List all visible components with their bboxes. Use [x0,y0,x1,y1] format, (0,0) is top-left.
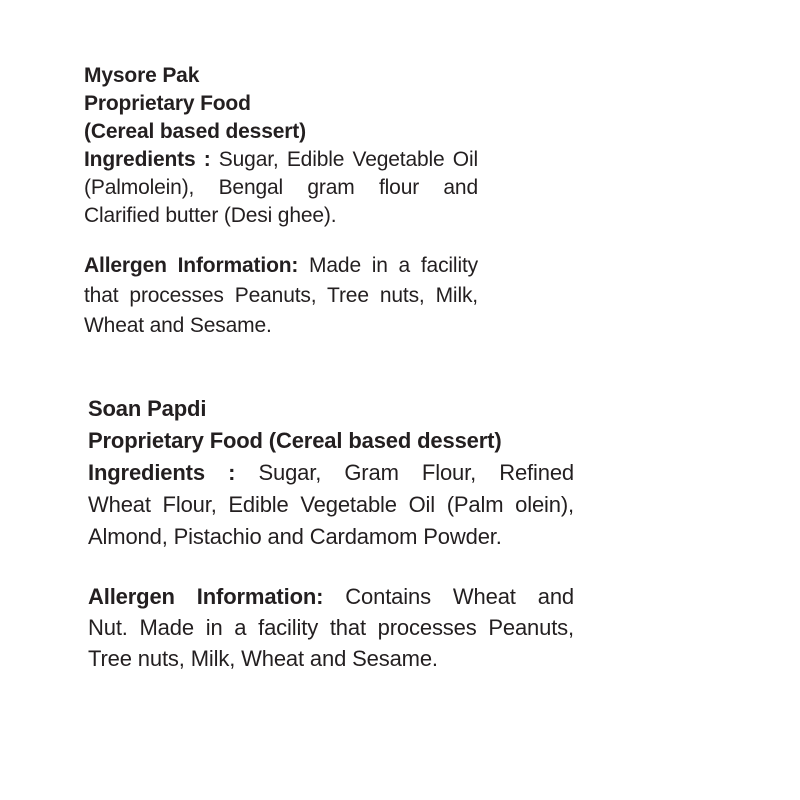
allergen-line: Nut. Made in a facility that processes Peanuts, [88,615,574,640]
product-name: Mysore Pak [84,64,200,87]
allergen-line [84,251,478,281]
allergen-label: Allergen Information: [88,584,324,609]
product-type-line: (Cereal based dessert) [84,120,306,143]
allergen-line: that processes Peanuts, Tree nuts, Milk, [84,284,478,307]
ingredients-line: Wheat Flour, Edible Vegetable Oil (Palm olein), [88,492,574,517]
allergen-label: Allergen Information: [84,254,299,277]
product-name: Soan Papdi [88,396,207,421]
allergen-text: Made in a facility [298,254,478,277]
product-label-soan-papdi [88,393,574,674]
allergen-line: Wheat and Sesame. [84,314,272,337]
ingredients-text: Sugar, Edible Vegetable Oil [210,148,478,171]
ingredients-line [88,457,574,489]
ingredients-line: Clarified butter (Desi ghee). [84,204,337,227]
allergen-line [88,581,574,612]
allergen-paragraph [84,251,478,341]
ingredients-label: Ingredients : [84,148,211,171]
ingredients-text: Sugar, Gram Flour, Refined [235,460,574,485]
ingredients-paragraph [84,146,478,230]
allergen-paragraph [88,581,574,674]
product-type-line: Proprietary Food [84,92,251,115]
ingredients-paragraph [88,457,574,553]
ingredients-label: Ingredients : [88,460,236,485]
allergen-text: Contains Wheat and [323,584,574,609]
allergen-line: Tree nuts, Milk, Wheat and Sesame. [88,646,438,671]
ingredients-line [84,146,478,174]
product-type-line: Proprietary Food (Cereal based dessert) [88,428,502,453]
product-label-mysore-pak [84,62,478,341]
ingredients-line: (Palmolein), Bengal gram flour and [84,176,478,199]
ingredients-line: Almond, Pistachio and Cardamom Powder. [88,524,502,549]
